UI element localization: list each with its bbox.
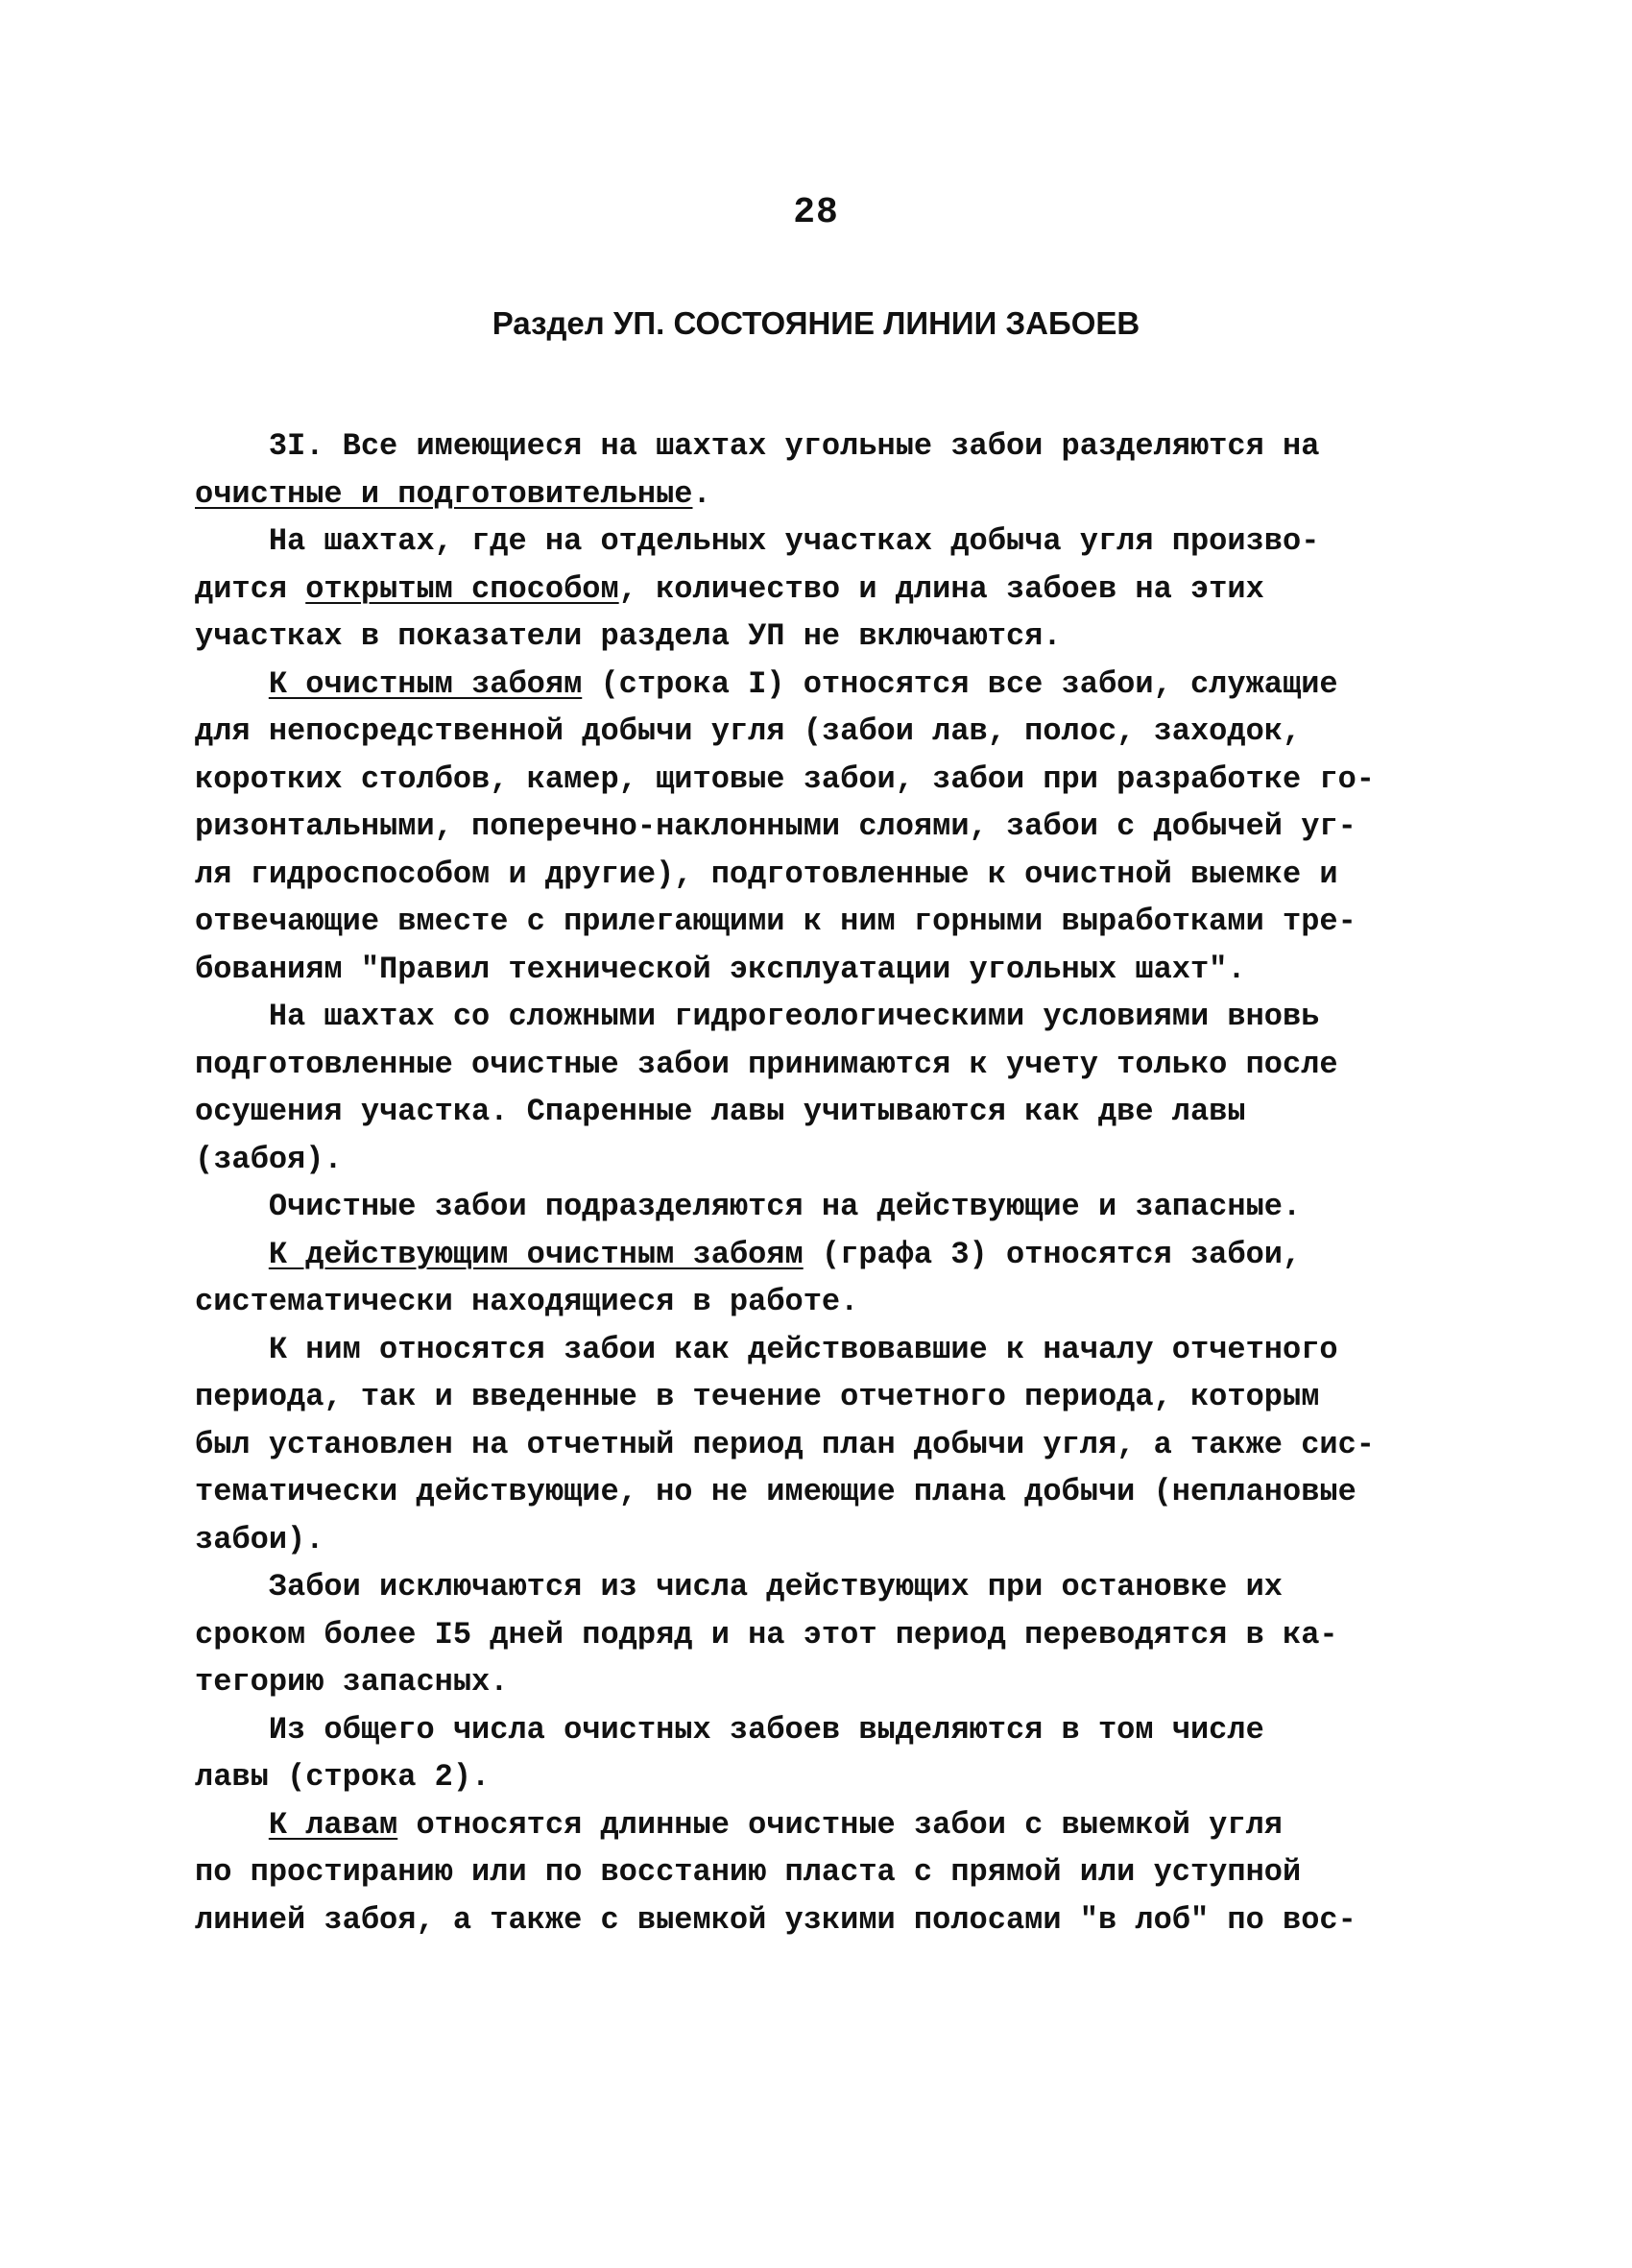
text-line — [195, 1516, 1462, 1564]
line-text: Очистные забои подразделяются на действующие и запасные. — [195, 1189, 1302, 1224]
line-text: относятся длинные очистные забои с выемкой угля — [397, 1806, 1283, 1843]
line-text — [195, 1237, 269, 1272]
line-text: Забои исключаются из числа действующих при остановке их — [195, 1569, 1283, 1604]
text-line — [195, 1848, 1462, 1896]
line-text — [195, 666, 269, 702]
line-text: (забоя). — [195, 1141, 343, 1177]
text-line — [195, 613, 1462, 661]
text-line — [195, 1278, 1462, 1326]
text-line — [195, 1088, 1462, 1136]
line-text: Из общего числа очистных забоев выделяются в том числе — [195, 1711, 1264, 1748]
text-line — [195, 1753, 1462, 1801]
underlined-term: К действующим очистным забоям — [268, 1236, 804, 1272]
line-text: , количество и длина забоев на этих — [618, 570, 1264, 607]
text-line — [195, 1136, 1462, 1184]
line-text: тематически действующие, но не имеющие плана добычи (неплановые — [195, 1474, 1356, 1509]
line-text: К ним относятся забои как действовавшие к началу отчетного — [195, 1331, 1338, 1367]
underlined-term: очистные и подготовительные — [195, 475, 693, 512]
text-line — [195, 1611, 1462, 1659]
text-line — [195, 708, 1462, 756]
section-title: Раздел УП. СОСТОЯНИЕ ЛИНИИ ЗАБОЕВ — [492, 305, 1140, 341]
line-text: участках в показатели раздела УП не включаются. — [195, 618, 1062, 654]
text-line — [195, 1896, 1462, 1944]
text-line — [195, 803, 1462, 851]
line-text: был установлен на отчетный период план добычи угля, а также сис- — [195, 1426, 1375, 1462]
text-line — [195, 898, 1462, 946]
line-text: бованиям "Правил технической эксплуатации угольных шахт". — [195, 951, 1246, 987]
line-text: подготовленные очистные забои принимаются к учету только после — [195, 1046, 1338, 1082]
line-text: На шахтах со сложными гидрогеологическими условиями вновь — [195, 999, 1320, 1034]
line-text: отвечающие вместе с прилегающими к ним горными выработками тре- — [195, 904, 1356, 939]
line-text: периода, так и введенные в течение отчетного периода, которым — [195, 1379, 1320, 1414]
line-text: (графа 3) относятся забои, — [803, 1236, 1302, 1272]
text-line — [195, 1421, 1462, 1469]
text-line — [195, 1658, 1462, 1706]
text-line — [195, 1183, 1462, 1231]
line-text: лавы (строка 2). — [195, 1759, 491, 1795]
text-line — [195, 422, 1462, 470]
line-text: 3I. Все имеющиеся на шахтах угольные забои разделяются на — [195, 428, 1320, 464]
line-text: осушения участка. Спаренные лавы учитываются как две лавы — [195, 1094, 1246, 1129]
line-text: забои). — [195, 1521, 324, 1557]
underlined-term: К лавам — [268, 1806, 398, 1843]
text-line — [195, 518, 1462, 566]
text-line — [195, 993, 1462, 1041]
line-text: коротких столбов, камер, щитовые забои, забои при разработке го- — [195, 760, 1375, 797]
text-line — [195, 470, 1462, 519]
line-text: по простиранию или по восстанию пласта с прямой или уступной — [195, 1854, 1302, 1890]
line-text: ризонтальными, поперечно-наклонными слоями, забои с добычей уг- — [195, 808, 1356, 844]
line-text: дится — [195, 570, 306, 607]
page-number: 28 — [793, 192, 839, 233]
text-line — [195, 756, 1462, 804]
text-line — [195, 851, 1462, 899]
text-line — [195, 946, 1462, 994]
text-line — [195, 1326, 1462, 1374]
line-text: для непосредственной добычи угля (забои лав, полос, заходок, — [195, 713, 1302, 749]
body-text — [195, 422, 1462, 1943]
line-text: На шахтах, где на отдельных участках добыча угля произво- — [195, 523, 1320, 559]
text-line — [195, 1373, 1462, 1421]
text-line — [195, 566, 1462, 614]
line-text: линией забоя, а также с выемкой узкими полосами "в лоб" по вос- — [195, 1901, 1356, 1938]
line-text: тегорию запасных. — [195, 1664, 509, 1700]
text-line — [195, 1563, 1462, 1611]
text-line — [195, 1706, 1462, 1754]
underlined-term: открытым способом — [305, 570, 619, 607]
line-text: сроком более I5 дней подряд и на этот период переводятся в ка- — [195, 1616, 1338, 1653]
line-text: ля гидроспособом и другие), подготовленные к очистной выемке и — [195, 856, 1338, 892]
line-text: . — [692, 475, 711, 512]
line-text — [195, 1807, 269, 1843]
underlined-term: К очистным забоям — [268, 665, 583, 702]
line-text: (строка I) относятся все забои, служащие — [582, 665, 1338, 702]
text-line — [195, 1231, 1462, 1279]
line-text: систематически находящиеся в работе. — [195, 1284, 859, 1319]
text-line — [195, 1468, 1462, 1516]
text-line — [195, 1801, 1462, 1849]
text-line — [195, 1041, 1462, 1089]
text-line — [195, 661, 1462, 709]
